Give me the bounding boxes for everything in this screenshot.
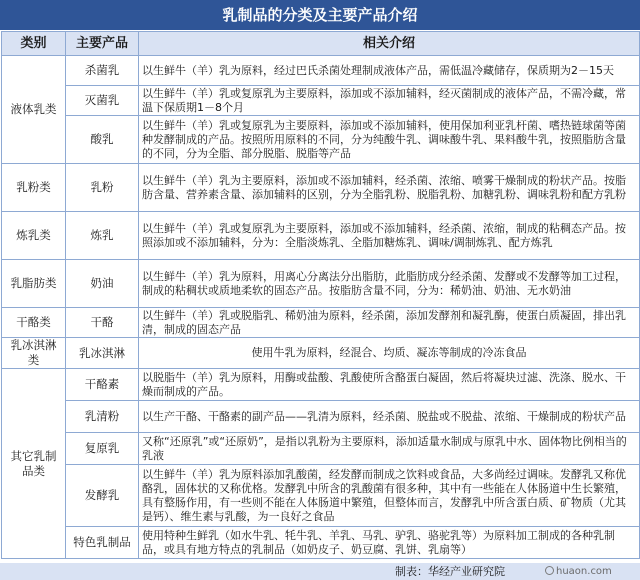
table-row [2, 212, 640, 260]
product-cell: 乳清粉 [66, 401, 139, 433]
category-cell: 干酪类 [2, 308, 66, 338]
table-row [2, 116, 640, 164]
table-row [2, 465, 640, 527]
table-row [2, 527, 640, 559]
table-row [2, 369, 640, 401]
category-cell: 液体乳类 [2, 56, 66, 164]
header-product: 主要产品 [66, 32, 139, 56]
table-row [2, 338, 640, 369]
description-cell: 以生鲜牛（羊）乳或复原乳为主要原料，添加或不添加辅料，经灭菌制成的液体产品，不需冷藏，常温下保质期1－8个月 [139, 86, 640, 116]
product-cell: 奶油 [66, 260, 139, 308]
watermark-text: huaon.com [556, 566, 612, 577]
watermark [545, 563, 612, 580]
description-cell: 又称“还原乳”或“还原奶”，是指以乳粉为主要原料，添加适量水制成与原乳中水、固体物比例相当的乳液 [139, 433, 640, 465]
product-cell: 乳冰淇淋 [66, 338, 139, 369]
product-cell: 发酵乳 [66, 465, 139, 527]
description-cell: 以脱脂牛（羊）乳为原料，用酶或盐酸、乳酸使所含酪蛋白凝固，然后将凝块过滤、洗涤、脱水、干燥而制成的产品。 [139, 369, 640, 401]
table-row [2, 401, 640, 433]
table-row [2, 308, 640, 338]
product-cell: 干酪 [66, 308, 139, 338]
product-cell: 乳粉 [66, 164, 139, 212]
category-cell: 乳冰淇淋类 [2, 338, 66, 369]
header-category: 类别 [2, 32, 66, 56]
description-cell: 使用特种生鲜乳（如水牛乳、牦牛乳、羊乳、马乳、驴乳、骆驼乳等）为原料加工制成的各种乳制品，或具有地方特点的乳制品（如奶皮子、奶豆腐、乳饼、乳扇等） [139, 527, 640, 559]
product-cell: 特色乳制品 [66, 527, 139, 559]
header-description: 相关介绍 [139, 32, 640, 56]
description-cell: 以生鲜牛（羊）乳为主要原料，添加或不添加辅料，经杀菌、浓缩、喷雾干燥制成的粉状产品。按脂肪含量、营养素含量、添加辅料的区别，分为全脂乳粉、脱脂乳粉、加糖乳粉、调味乳粉和配方乳粉 [139, 164, 640, 212]
dairy-classification-table [1, 31, 640, 559]
description-cell: 以生鲜牛（羊）乳为原料，用离心分离法分出脂肪，此脂肪成分经杀菌、发酵或不发酵等加工过程，制成的粘稠状或质地柔软的固态产品。按脂肪含量不同，分为：稀奶油、奶油、无水奶油 [139, 260, 640, 308]
product-cell: 复原乳 [66, 433, 139, 465]
category-cell: 乳脂肪类 [2, 260, 66, 308]
table-row [2, 86, 640, 116]
header-row [2, 32, 640, 56]
table-title: 乳制品的分类及主要产品介绍 [0, 0, 640, 30]
category-cell: 炼乳类 [2, 212, 66, 260]
table-row [2, 260, 640, 308]
product-cell: 杀菌乳 [66, 56, 139, 86]
product-cell: 炼乳 [66, 212, 139, 260]
description-cell: 以生产干酪、干酪素的副产品——乳清为原料，经杀菌、脱盐或不脱盐、浓缩、干燥制成的粉状产品 [139, 401, 640, 433]
footer [0, 563, 640, 580]
description-cell: 使用牛乳为原料，经混合、均质、凝冻等制成的冷冻食品 [139, 338, 640, 369]
table-row [2, 433, 640, 465]
description-cell: 以生鲜牛（羊）乳或脱脂乳、稀奶油为原料，经杀菌，添加发酵剂和凝乳酶，使蛋白质凝固，排出乳清，制成的固态产品 [139, 308, 640, 338]
product-cell: 酸乳 [66, 116, 139, 164]
source-note: 制表：华经产业研究院 [395, 565, 505, 578]
category-cell: 其它乳制品类 [2, 369, 66, 559]
table-row [2, 164, 640, 212]
product-cell: 灭菌乳 [66, 86, 139, 116]
watermark-logo-icon [545, 566, 554, 575]
description-cell: 以生鲜牛（羊）乳为原料添加乳酸菌，经发酵而制成之饮料或食品，大多尚经过调味。发酵乳又称优酪乳，固体状的又称优格。发酵乳中所含的乳酸菌有很多种，其中有一些能在人体肠道中生长繁殖，具有整肠作用，有一些则不能在人体肠道中繁殖，但整体而言，发酵乳中所含蛋白质、矿物质（尤其是钙）、维生素与乳酸，为一良好之食品 [139, 465, 640, 527]
description-cell: 以生鲜牛（羊）乳或复原乳为主要原料，添加或不添加辅料，使用保加利亚乳杆菌、嗜热链球菌等菌种发酵制成的产品。按照所用原料的不同，分为纯酸牛乳、调味酸牛乳、果料酸牛乳，按照脂肪含量的不同，分为全脂、部分脱脂、脱脂等产品 [139, 116, 640, 164]
product-cell: 干酪素 [66, 369, 139, 401]
table-row [2, 56, 640, 86]
description-cell: 以生鲜牛（羊）乳或复原乳为主要原料，添加或不添加辅料，经杀菌、浓缩，制成的粘稠态产品。按照添加或不添加辅料，分为：全脂淡炼乳、全脂加糖炼乳、调味/调制炼乳、配方炼乳 [139, 212, 640, 260]
category-cell: 乳粉类 [2, 164, 66, 212]
description-cell: 以生鲜牛（羊）乳为原料，经过巴氏杀菌处理制成液体产品，需低温冷藏储存，保质期为2－15天 [139, 56, 640, 86]
